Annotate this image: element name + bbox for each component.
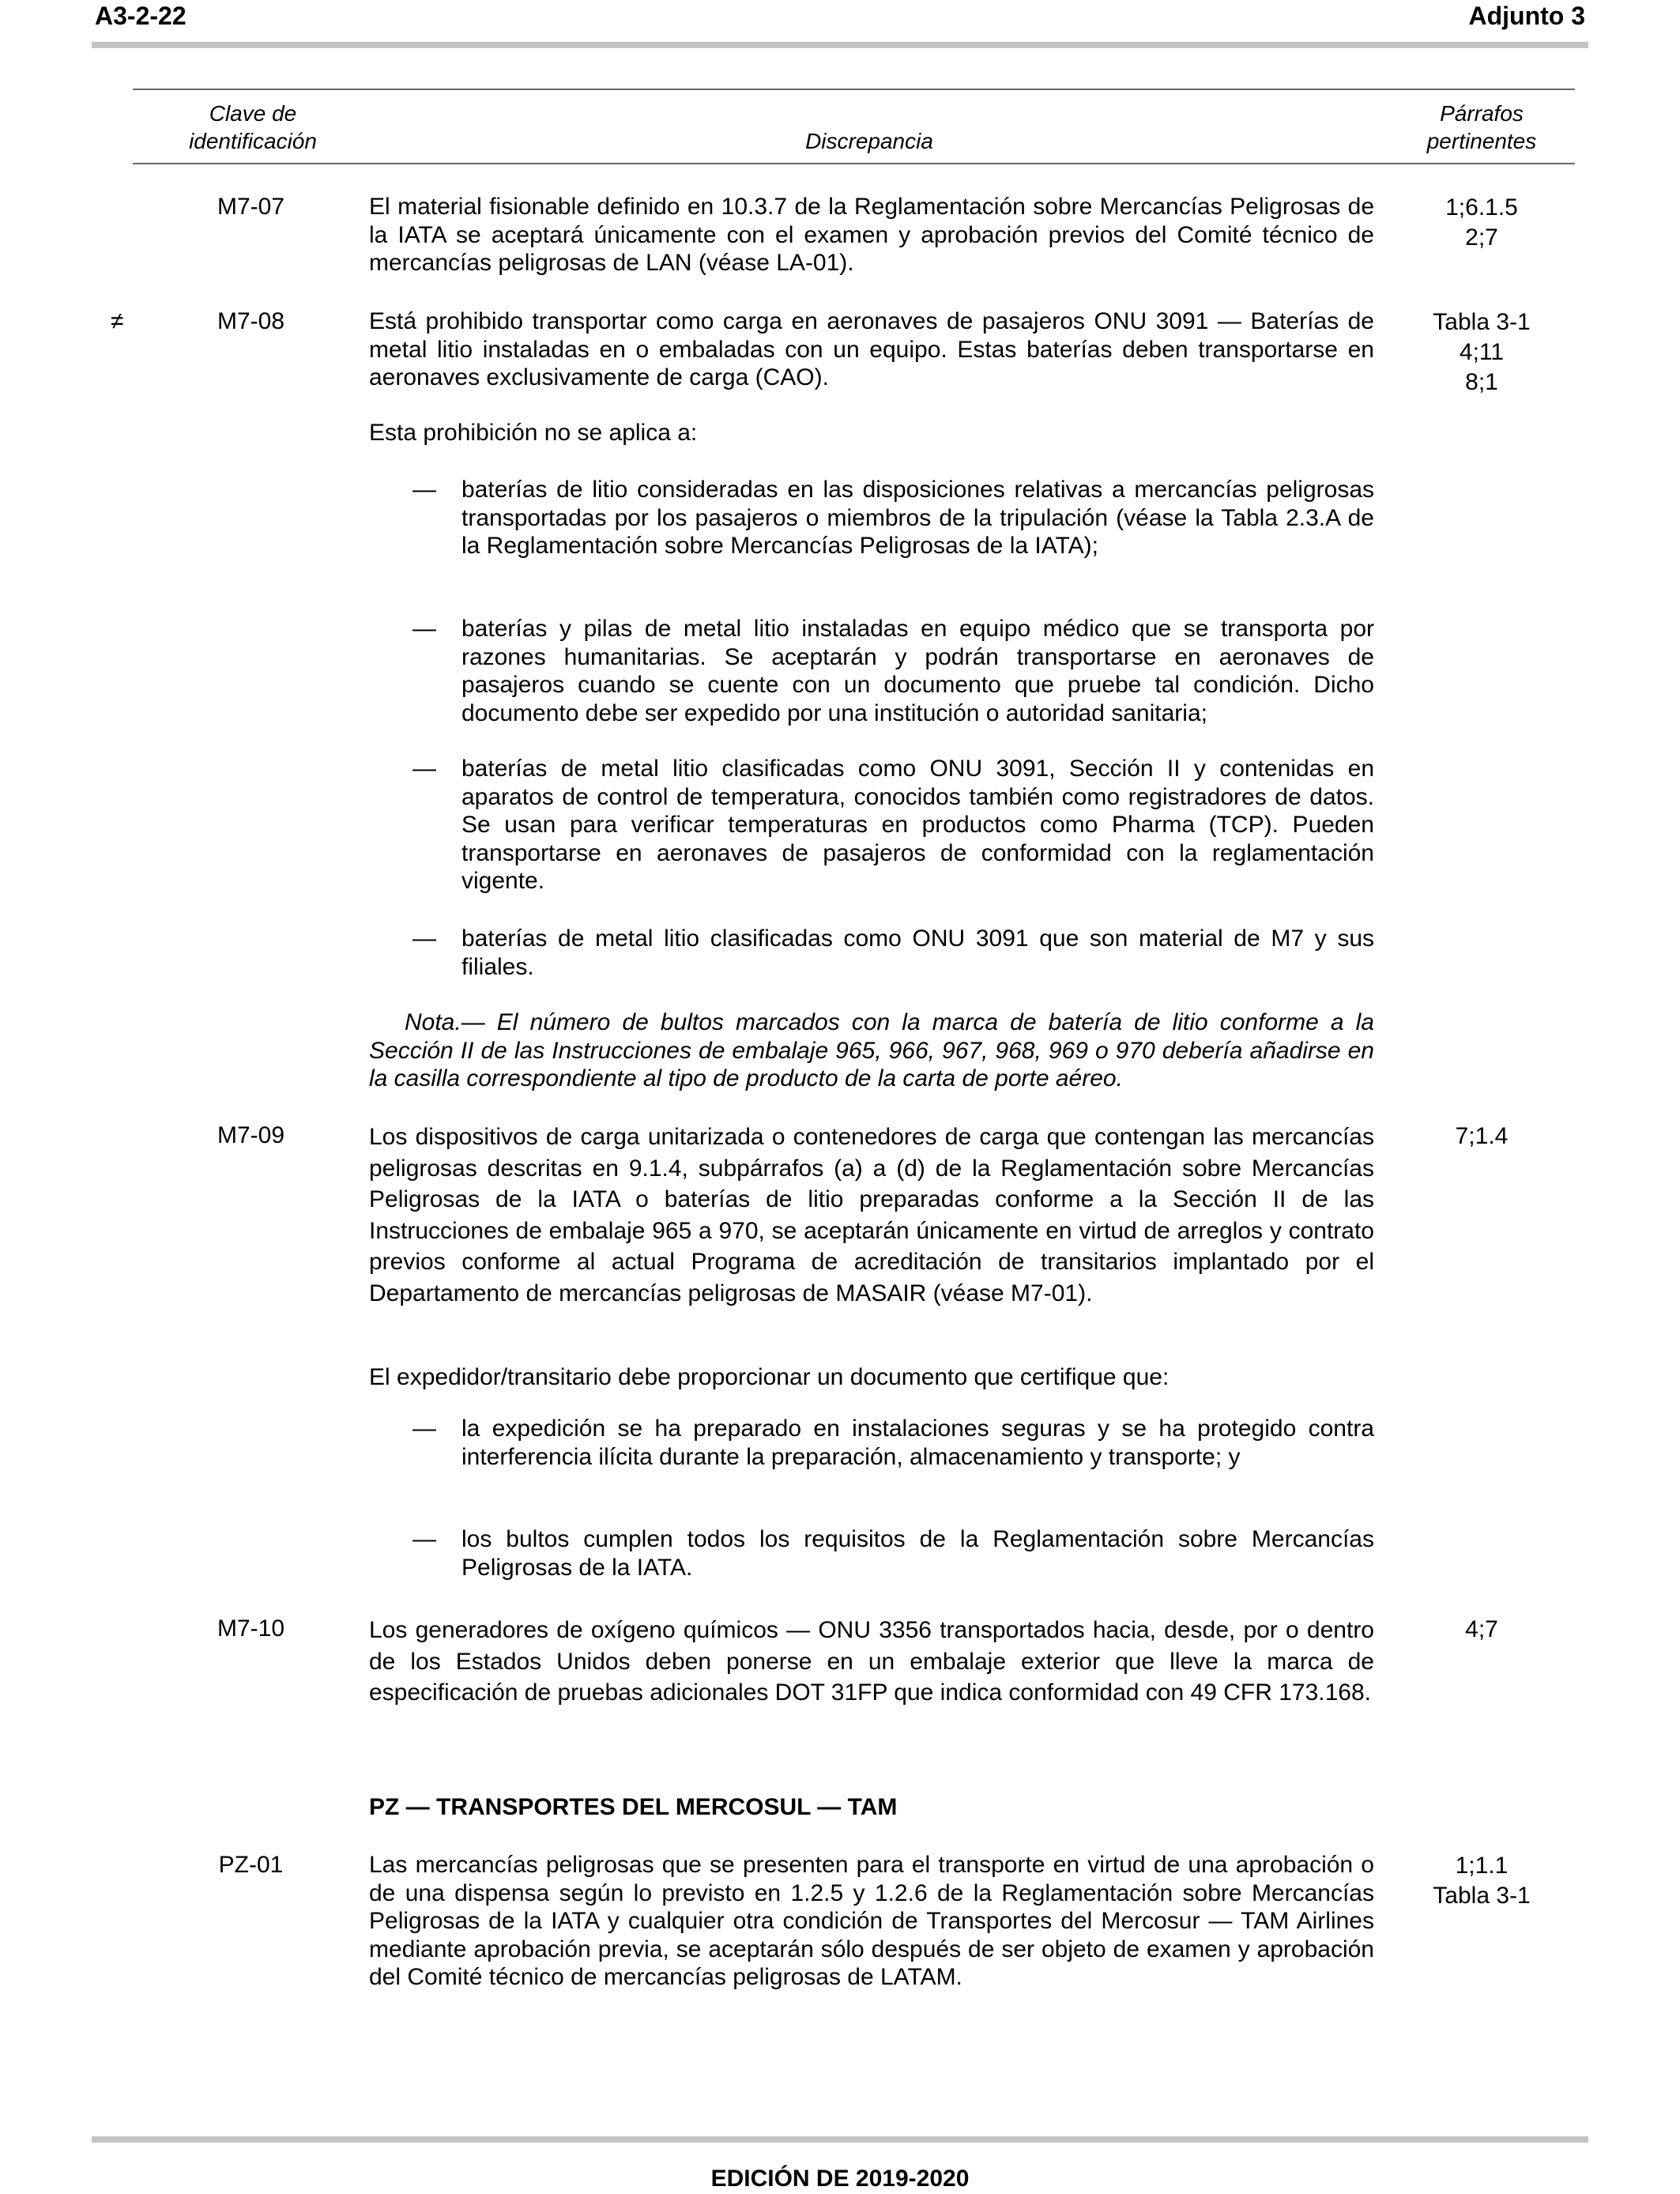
entry-refs-m7-10 [1399, 1615, 1565, 1645]
entry-id-m7-07: M7-07 [217, 194, 285, 220]
amendment-mark: ≠ [111, 308, 124, 334]
bullet-dash: — [412, 616, 436, 642]
ref-item: 1;1.1 [1455, 1853, 1509, 1879]
column-header-id-line2: identificación [189, 129, 317, 153]
list-item: baterías de litio consideradas en las disposiciones relativas a mercancías peligrosas transportadas por los pasajeros o miembros de la tripulación (véase la Tabla 2.3.A de la Reglamentación sobre Mercancías Peligrosas de la IATA); [461, 477, 1374, 559]
bullet-dash: — [412, 1416, 436, 1442]
entry-text-m7-07: El material fisionable definido en 10.3.7 de la Reglamentación sobre Mercancías Peligrosas de la IATA se aceptará únicamente con el examen y aprobación previos del Comité técnico de mercancías peligrosas de LAN (véase LA-01). [369, 194, 1374, 276]
list-item: los bultos cumplen todos los requisitos de la Reglamentación sobre Mercancías Peligrosas de la IATA. [461, 1526, 1374, 1581]
entry-refs-m7-08 [1399, 307, 1565, 398]
ref-item: 8;1 [1465, 369, 1498, 395]
table-header-bottom-rule [133, 163, 1575, 164]
entry-refs-pz-01 [1399, 1851, 1565, 1911]
bullet-dash: — [412, 1526, 436, 1552]
entry-text-m7-09: Los dispositivos de carga unitarizada o contenedores de carga que contengan las mercancías peligrosas descritas en 9.1.4, subpárrafos (a) a (d) de la Reglamentación sobre Mercancías Peligrosas de la IATA o baterías de litio preparadas conforme a la Sección II de las Instrucciones de embalaje 965 a 970, se aceptarán únicamente en virtud de arreglos y contrato previos conforme al actual Programa de acreditación de transitarios implantado por el Departamento de mercancías peligrosas de MASAIR (véase M7-01). [369, 1124, 1374, 1306]
entry-refs-m7-09 [1399, 1122, 1565, 1152]
ref-item: Tabla 3-1 [1433, 309, 1531, 335]
column-header-paragraphs-line2: pertinentes [1426, 129, 1537, 153]
edition-footer: EDICIÓN DE 2019-2020 [710, 2166, 970, 2192]
entry-id-m7-09: M7-09 [217, 1122, 285, 1148]
attachment-label: Adjunto 3 [1468, 2, 1585, 30]
section-heading: PZ — TRANSPORTES DEL MERCOSUL — TAM [369, 1794, 898, 1820]
ref-item: 7;1.4 [1455, 1123, 1509, 1149]
bullet-dash: — [412, 477, 436, 503]
footer-rule [92, 2136, 1588, 2143]
ref-item: Tabla 3-1 [1433, 1883, 1531, 1909]
page-number: A3-2-22 [95, 2, 186, 30]
bullet-dash: — [412, 925, 436, 952]
bullet-dash: — [412, 756, 436, 782]
entry-refs-m7-07 [1399, 193, 1565, 253]
column-header-paragraphs-line1: Párrafos [1440, 101, 1524, 126]
entry-id-pz-01: PZ-01 [218, 1852, 284, 1878]
entry-text2-m7-08: Esta prohibición no se aplica a: [369, 420, 698, 446]
entry-text-m7-08: Está prohibido transportar como carga en aeronaves de pasajeros ONU 3091 — Baterías de metal litio instaladas en o embaladas con un equipo. Estas baterías deben transportarse en aeronaves exclusivamente de carga (CAO). [369, 308, 1374, 390]
list-item: la expedición se ha preparado en instalaciones seguras y se ha protegido contra interferencia ilícita durante la preparación, almacenamiento y transporte; y [461, 1416, 1374, 1470]
entry-text-pz-01: Las mercancías peligrosas que se presenten para el transporte en virtud de una aprobación o de una dispensa según lo previsto en 1.2.5 y 1.2.6 de la Reglamentación sobre Mercancías Peligrosas de la IATA y cualquier otra condición de Transportes del Mercosur — TAM Airlines mediante aprobación previa, se aceptarán sólo después de ser objeto de examen y aprobación del Comité técnico de mercancías peligrosas de LATAM. [369, 1852, 1374, 1990]
entry-text-m7-10: Los generadores de oxígeno químicos — ONU 3356 transportados hacia, desde, por o dentro de los Estados Unidos deben ponerse en un embalaje exterior que lleve la marca de especificación de pruebas adicionales DOT 31FP que indica conformidad con 49 CFR 173.168. [369, 1617, 1374, 1706]
header-rule [92, 42, 1588, 48]
column-header-paragraphs [1399, 100, 1565, 155]
column-header-id [158, 100, 348, 155]
list-item: baterías de metal litio clasificadas como ONU 3091 que son material de M7 y sus filiales. [461, 925, 1374, 980]
column-header-discrepancy: Discrepancia [805, 129, 933, 153]
list-item: baterías y pilas de metal litio instaladas en equipo médico que se transporta por razones humanitarias. Se aceptarán y podrán transportarse en aeronaves de pasajeros cuando se cuente con un documento que pruebe tal condición. Dicho documento debe ser expedido por una institución o autoridad sanitaria; [461, 616, 1374, 726]
column-header-id-line1: Clave de [209, 101, 297, 126]
ref-item: 1;6.1.5 [1445, 194, 1518, 221]
ref-item: 4;7 [1465, 1616, 1498, 1642]
ref-item: 4;11 [1459, 339, 1505, 365]
list-item: baterías de metal litio clasificadas como ONU 3091, Sección II y contenidas en aparatos de control de temperatura, conocidos también como registradores de datos. Se usan para verificar temperaturas en productos como Pharma (TCP). Pueden transportarse en aeronaves de pasajeros de conformidad con la reglamentación vigente. [461, 756, 1374, 894]
entry-id-m7-10: M7-10 [217, 1615, 285, 1642]
entry-text2-m7-09: El expedidor/transitario debe proporcionar un documento que certifique que: [369, 1364, 1170, 1390]
ref-item: 2;7 [1465, 224, 1498, 251]
table-header-top-rule [133, 89, 1575, 90]
entry-id-m7-08: M7-08 [217, 308, 285, 334]
entry-note-m7-08: Nota.— El número de bultos marcados con la marca de batería de litio conforme a la Sección II de las Instrucciones de embalaje 965, 966, 967, 968, 969 o 970 debería añadirse en la casilla correspondiente al tipo de producto de la carta de porte aéreo. [369, 1009, 1374, 1091]
